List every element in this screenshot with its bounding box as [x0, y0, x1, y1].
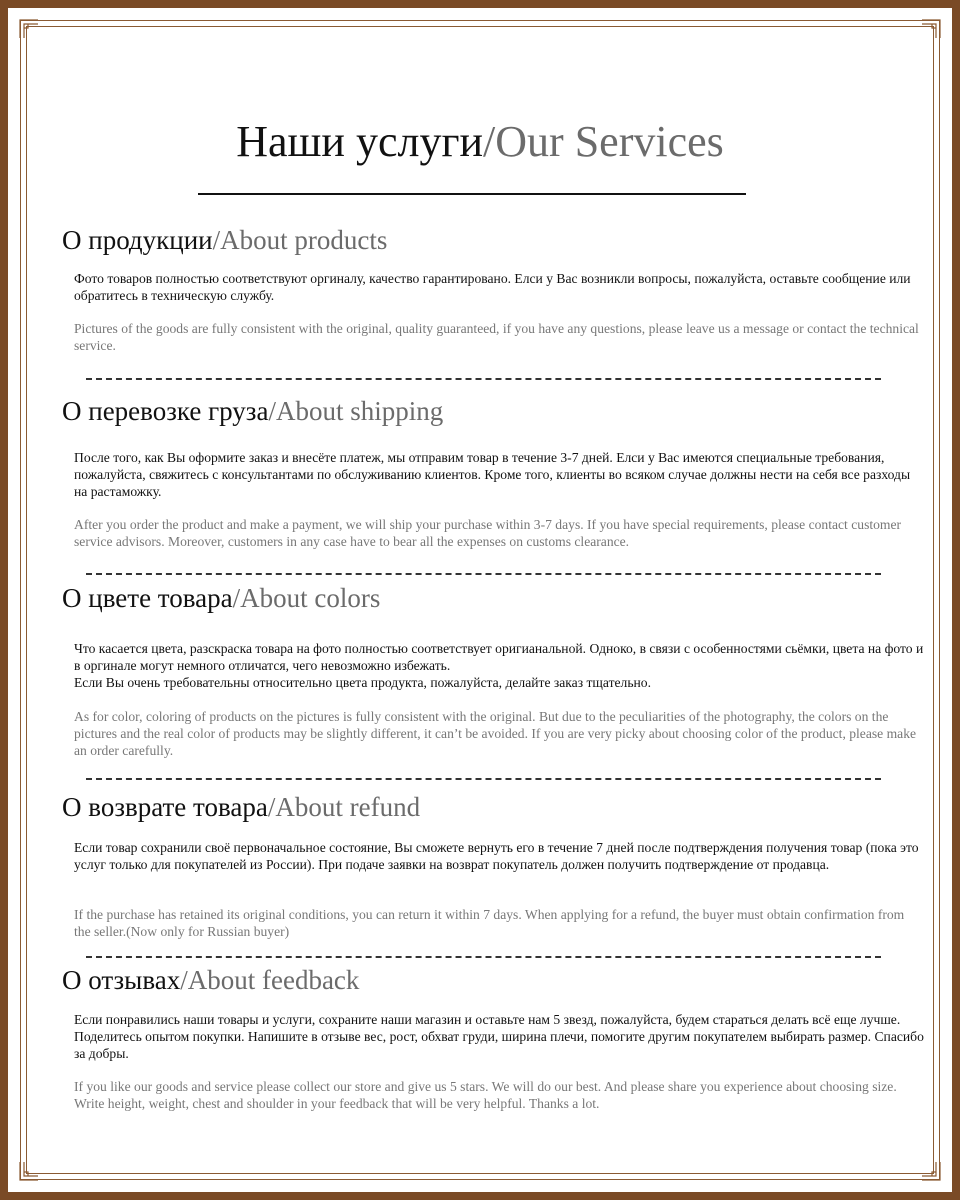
section-divider — [86, 778, 881, 780]
section-title-separator: / — [212, 225, 221, 255]
refund-text-en: If the purchase has retained its original conditions, you can return it within 7 days. When applying for a refund, the buyer must obtain confirmation from the seller.(Now only for Russian buyer) — [74, 907, 905, 939]
section-title-separator: / — [268, 396, 276, 426]
products-text-ru: Фото товаров полностью соответствуют оргиналу, качество гарантировано. Елси у Вас возникли вопросы, пожалуйста, оставьте сообщение или обратитесь в техническую службу. — [74, 271, 911, 303]
shipping-text-en: After you order the product and make a payment, we will ship your purchase within 3-7 days. If you have special requirements, please contact customer service advisors. Moreover, customers in any case have to bear all the expenses on customs clearance. — [74, 517, 902, 549]
page-title-separator: / — [483, 117, 496, 166]
section-title-ru: О продукции — [62, 225, 213, 255]
colors-text-ru: Что касается цвета, разскраска товара на фото полностью соответствует оригианальной. Одноко, в связи с особенностями сьёмки, цвета на фото и в оргинале могут немного отличатся, чего невозможно избежать. — [74, 641, 924, 673]
page-title-ru: Наши услуги — [236, 117, 484, 166]
section-title-separator: / — [180, 965, 188, 995]
section-title-ru: О отзывах — [62, 965, 181, 995]
section-title-en: About products — [220, 225, 388, 255]
section-title-separator: / — [232, 583, 241, 613]
section-divider — [86, 378, 881, 380]
corner-ornament-icon — [921, 1161, 941, 1181]
title-underline — [198, 193, 746, 195]
section-title-shipping — [62, 394, 443, 428]
section-title-ru: О возврате товара — [62, 792, 268, 822]
section-title-refund — [62, 790, 420, 824]
corner-ornament-icon — [921, 19, 941, 39]
section-title-products — [62, 223, 387, 257]
feedback-text-en: If you like our goods and service please collect our store and give us 5 stars. We will do our best. And please share you experience about choosing size. Write height, weight, chest and shoulder in your feedback that will be very helpful. Thanks a lot. — [74, 1079, 897, 1111]
page-title-en: Our Services — [495, 117, 724, 166]
shipping-text-ru: После того, как Вы оформите заказ и внесёте платеж, мы отправим товар в течение 3-7 дней. Елси у Вас имеются специальные требования, пожалуйста, свяжитесь с консультантами по обслуживанию клиентов. Кроме того, клиенты во всяком случае должны нести на себя все разходы на растаможку. — [74, 450, 911, 499]
section-title-en: About shipping — [275, 396, 444, 426]
refund-text-ru: Если товар сохранили своё первоначальное состояние, Вы сможете вернуть его в течение 7 дней после подтверждения получения товар (пока это услуг только для покупателей из России). При подаче заявки на возврат покупатель должен получить подтверждение от продавца. — [74, 840, 919, 872]
colors-text-ru-note: Если Вы очень требовательны относительно цвета продукта, пожалуйста, делайте заказ тщательно. — [74, 675, 651, 690]
section-title-separator: / — [267, 792, 276, 822]
section-title-ru: О цвете товара — [62, 583, 233, 613]
section-divider — [86, 573, 881, 575]
section-title-en: About feedback — [187, 965, 360, 995]
products-text-en: Pictures of the goods are fully consistent with the original, quality guaranteed, if you have any questions, please leave us a message or contact the technical service. — [74, 321, 919, 353]
section-title-colors — [62, 581, 380, 615]
corner-ornament-icon — [19, 19, 39, 39]
section-title-feedback — [62, 963, 359, 997]
section-title-ru: О перевозке груза — [62, 396, 269, 426]
corner-ornament-icon — [19, 1161, 39, 1181]
section-title-en: About colors — [240, 583, 381, 613]
colors-text-en: As for color, coloring of products on the pictures is fully consistent with the original. But due to the peculiarities of the photography, the colors on the pictures and the real color of products may be slightly different, it can’t be avoided. If you are very picky about choosing color of the product, please make an order carefully. — [74, 709, 917, 758]
feedback-text-ru: Если понравились наши товары и услуги, сохраните наши магазин и оставьте нам 5 звезд, пожалуйста, будем стараться делать всё еще лучше. Поделитесь опытом покупки. Напишите в отзыве вес, рост, обхват груди, ширина плечи, помогите другим покупателем выбирать размер. Спасибо за добры. — [74, 1012, 924, 1061]
section-title-en: About refund — [275, 792, 421, 822]
page-title — [8, 112, 952, 172]
section-divider — [86, 956, 881, 958]
